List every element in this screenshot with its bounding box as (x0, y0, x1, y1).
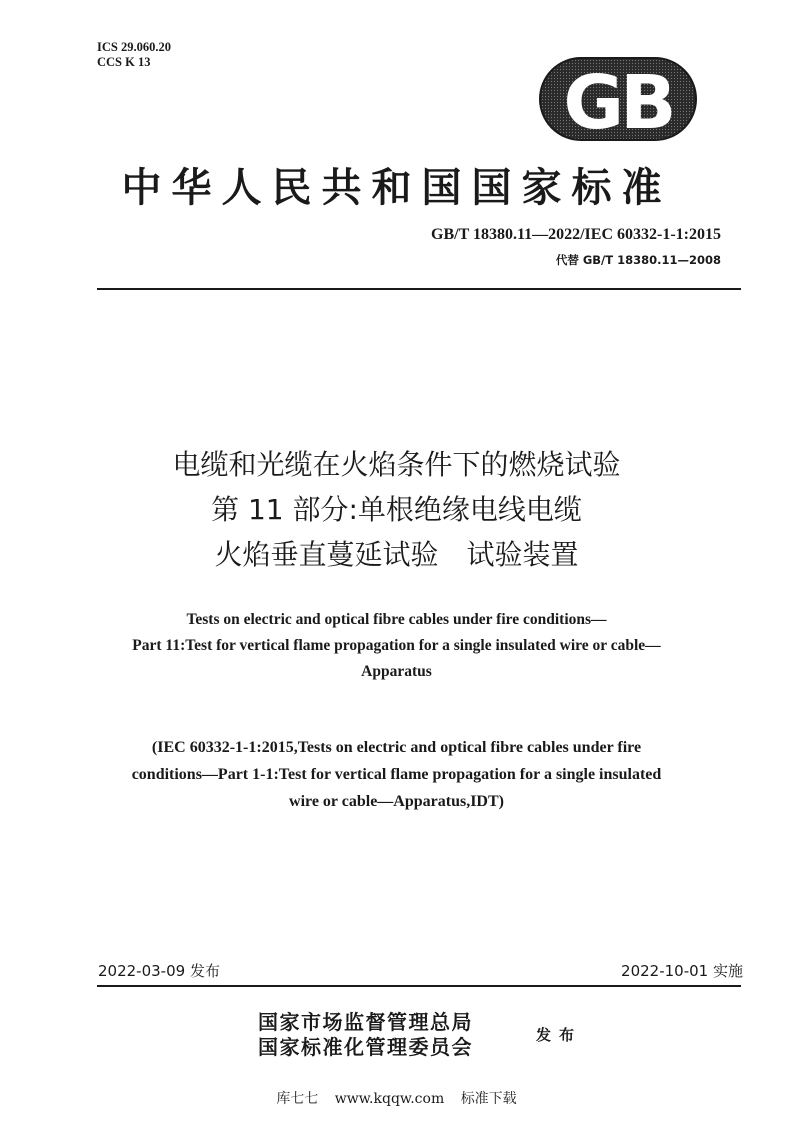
classification-codes (97, 40, 171, 70)
english-title-line-3: Apparatus (361, 663, 432, 680)
chinese-title (0, 442, 793, 577)
iec-reference-line-2: conditions—Part 1-1:Test for vertical flame propagation for a single insulated (131, 766, 662, 783)
issuer-sac: 国家标准化管理委员会 (258, 1035, 473, 1059)
issuing-authorities (258, 1010, 473, 1060)
english-title-line-2: Part 11:Test for vertical flame propagation for a single insulated wire or cable— (132, 637, 661, 654)
gb-logo (538, 56, 698, 142)
iec-reference-line-3: wire or cable—Apparatus,IDT) (289, 793, 504, 810)
footer-site-name: 库七七 (276, 1091, 319, 1107)
footer-watermark (0, 1088, 793, 1108)
standard-number: GB/T 18380.11—2022/IEC 60332-1-1:2015 (431, 226, 721, 243)
iec-reference (0, 734, 793, 815)
ccs-code: CCS K 13 (97, 55, 151, 69)
footer-url[interactable]: www.kqqw.com (334, 1091, 445, 1107)
issue-date: 2022-03-09 发布 (98, 962, 220, 980)
ics-code: ICS 29.060.20 (97, 40, 171, 54)
divider-top (97, 288, 741, 290)
divider-bottom (97, 985, 741, 987)
iec-reference-line-1: (IEC 60332-1-1:2015,Tests on electric and optical fibre cables under fire (151, 739, 642, 756)
logo-text: GB (563, 60, 673, 142)
implementation-date: 2022-10-01 实施 (621, 962, 743, 980)
issue-label: 发布 (536, 1026, 583, 1044)
chinese-title-line-3: 火焰垂直蔓延试验 试验装置 (214, 538, 579, 571)
footer-tagline: 标准下载 (460, 1091, 517, 1107)
national-standard-title: 中华人民共和国国家标准 (121, 165, 672, 211)
english-title (0, 607, 793, 685)
chinese-title-line-2: 第 11 部分:单根绝缘电线电缆 (211, 493, 582, 526)
issuer-samr: 国家市场监督管理总局 (258, 1010, 473, 1034)
replaces-standard: 代替 GB/T 18380.11—2008 (555, 253, 721, 267)
chinese-title-line-1: 电缆和光缆在火焰条件下的燃烧试验 (172, 448, 621, 481)
english-title-line-1: Tests on electric and optical fibre cables under fire conditions— (186, 611, 607, 628)
